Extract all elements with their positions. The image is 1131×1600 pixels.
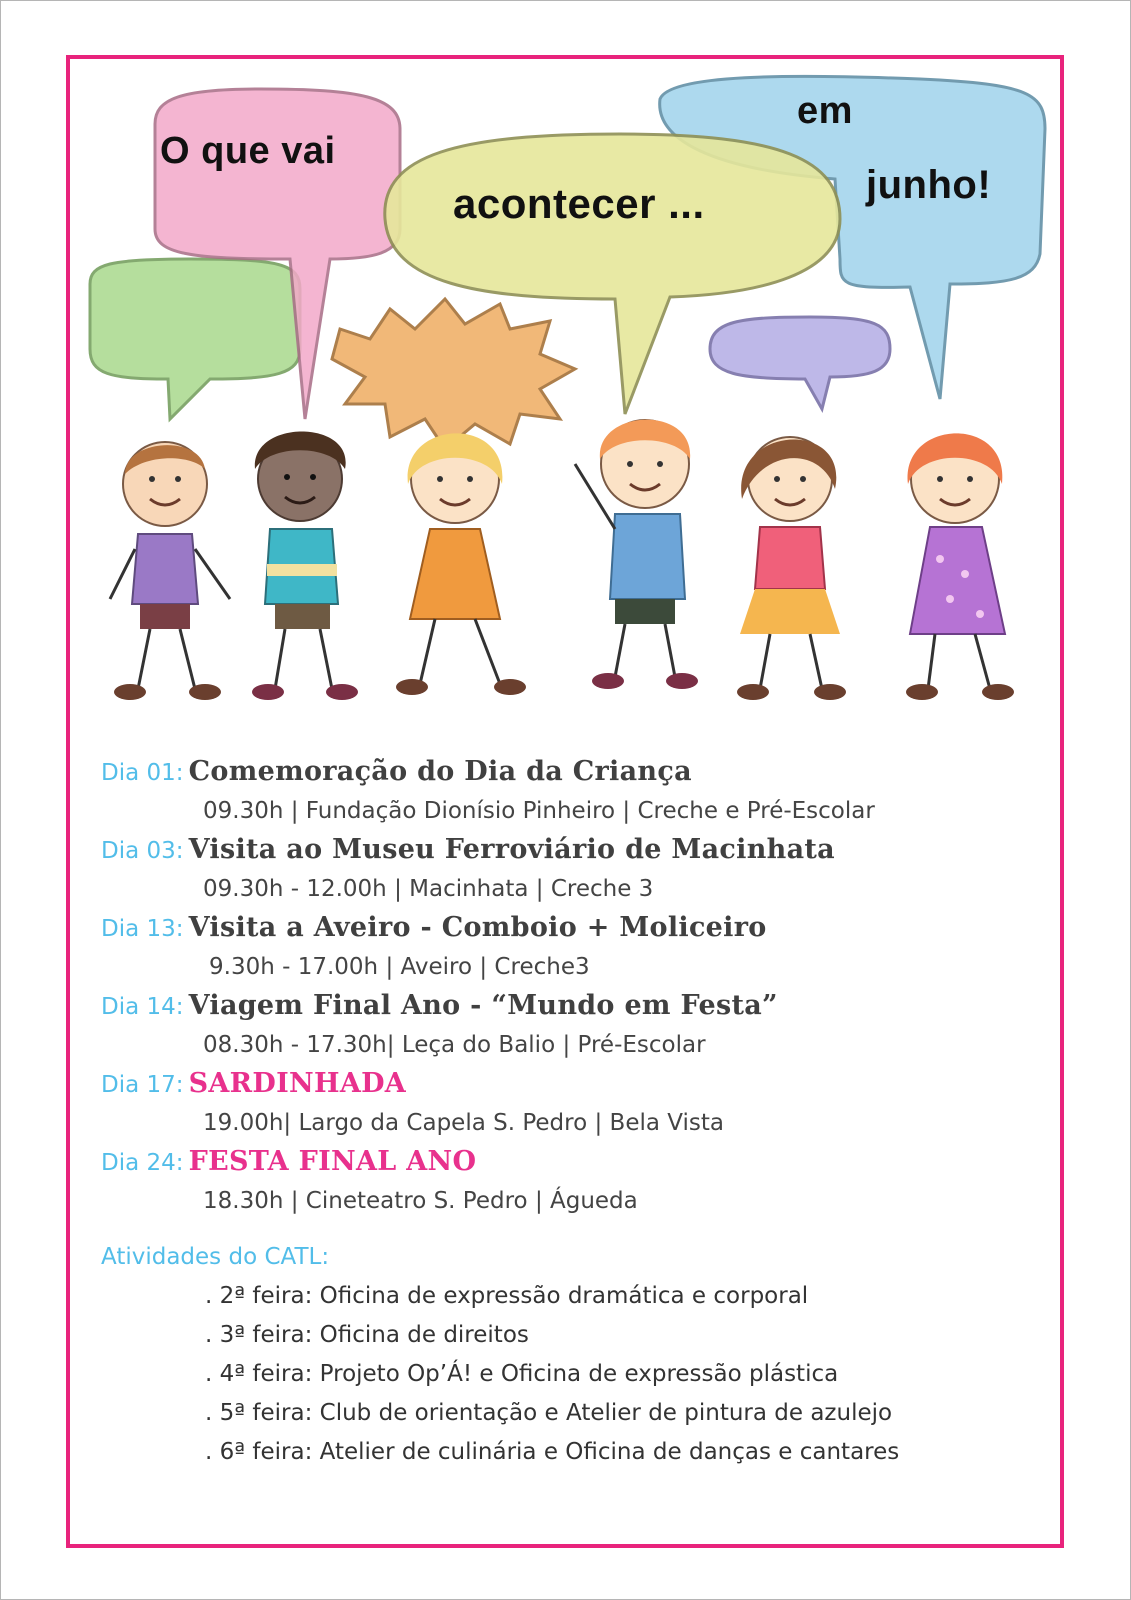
event-day: Dia 03:	[101, 838, 184, 864]
event-detail: 18.30h | Cineteatro S. Pedro | Águeda	[203, 1188, 638, 1214]
catl-item: . 6ª feira: Atelier de culinária e Oficina de danças e cantares	[205, 1439, 900, 1465]
event-detail: 09.30h - 12.00h | Macinhata | Creche 3	[203, 876, 654, 902]
events-list	[101, 752, 1041, 1220]
child-polka-dot-dress-icon	[906, 433, 1014, 700]
child-teal-shirt-icon	[252, 432, 358, 701]
event-detail: 9.30h - 17.00h | Aveiro | Creche3	[209, 954, 590, 980]
event-item	[101, 830, 1041, 908]
catl-activities	[101, 1237, 1041, 1472]
event-detail: 08.30h - 17.30h| Leça do Balio | Pré-Escolar	[203, 1032, 706, 1058]
bubble-text-o-que-vai: O que vai	[160, 130, 336, 172]
green-speech-bubble-icon	[90, 259, 300, 419]
event-item	[101, 908, 1041, 986]
event-title: FESTA FINAL ANO	[188, 1146, 477, 1177]
event-day: Dia 01:	[101, 760, 184, 786]
bubble-text-acontecer: acontecer ...	[453, 180, 705, 227]
child-pink-shirt-icon	[737, 437, 846, 700]
event-day: Dia 13:	[101, 916, 184, 942]
event-title: Visita a Aveiro - Comboio + Moliceiro	[188, 912, 767, 943]
event-item	[101, 1142, 1041, 1220]
purple-speech-bubble-icon	[710, 317, 890, 409]
bubble-text-em: em	[797, 90, 853, 132]
event-title: Comemoração do Dia da Criança	[188, 756, 692, 787]
catl-heading: Atividades do CATL:	[101, 1244, 330, 1270]
event-day: Dia 24:	[101, 1150, 184, 1176]
catl-item: . 2ª feira: Oficina de expressão dramática e corporal	[205, 1283, 809, 1309]
bubble-text-junho: junho!	[866, 163, 992, 207]
orange-burst-bubble-icon	[332, 299, 575, 449]
event-title: SARDINHADA	[188, 1068, 407, 1099]
catl-item: . 5ª feira: Club de orientação e Atelier de pintura de azulejo	[205, 1400, 893, 1426]
event-detail: 19.00h| Largo da Capela S. Pedro | Bela Vista	[203, 1110, 724, 1136]
catl-item: . 3ª feira: Oficina de direitos	[205, 1322, 529, 1348]
event-item	[101, 986, 1041, 1064]
event-title: Viagem Final Ano - “Mundo em Festa”	[188, 990, 778, 1021]
child-blue-shirt-icon	[575, 420, 698, 689]
event-detail: 09.30h | Fundação Dionísio Pinheiro | Creche e Pré-Escolar	[203, 798, 875, 824]
child-purple-shirt-icon	[110, 442, 230, 700]
catl-item: . 4ª feira: Projeto Op’Á! e Oficina de expressão plástica	[205, 1361, 839, 1387]
event-day: Dia 17:	[101, 1072, 184, 1098]
event-item	[101, 752, 1041, 830]
event-day: Dia 14:	[101, 994, 184, 1020]
child-orange-dress-icon	[396, 433, 526, 695]
event-item	[101, 1064, 1041, 1142]
event-title: Visita ao Museu Ferroviário de Macinhata	[188, 834, 835, 865]
